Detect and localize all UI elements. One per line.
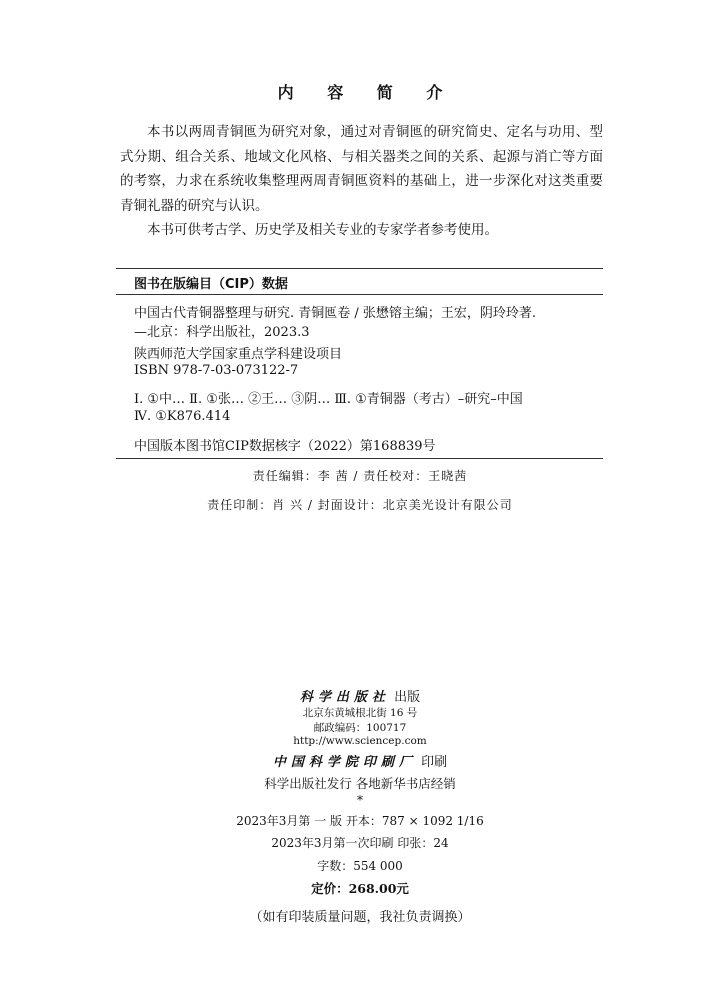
publisher-line xyxy=(0,686,720,705)
publisher-postcode: 邮政编码：100717 xyxy=(313,722,407,734)
cip-line: Ⅳ. ①K876.414 xyxy=(134,409,231,424)
cip-line: 中国版本图书馆CIP数据核字（2022）第168839号 xyxy=(134,439,436,454)
word-count: 字数：554 000 xyxy=(317,859,403,873)
publisher-name: 科学出版社 xyxy=(299,690,390,705)
cip-line: 陕西师范大学国家重点学科建设项目 xyxy=(134,347,343,362)
publisher-suffix: 出版 xyxy=(394,690,421,705)
cip-line: Ⅰ. ①中… Ⅱ. ①张… ②王… ③阴… Ⅲ. ①青铜器（考古）–研究–中国 xyxy=(134,392,523,407)
edition-line: 2023年3月第 一 版 开本：787 × 1092 1/16 xyxy=(236,814,484,828)
divider xyxy=(116,294,603,295)
cip-line: —北京：科学出版社，2023.3 xyxy=(134,325,310,340)
printing-line: 2023年3月第一次印刷 印张：24 xyxy=(271,836,449,850)
intro-paragraph: 本书可供考古学、历史学及相关专业的专家学者参考使用。 xyxy=(147,222,498,238)
cip-line: ISBN 978-7-03-073122-7 xyxy=(134,363,299,378)
publisher-address: 北京东黄城根北街 16 号 xyxy=(302,707,418,719)
intro-section xyxy=(120,120,603,243)
cip-line: 中国古代青铜器整理与研究. 青铜匜卷 / 张懋镕主编；王宏，阴玲玲著. xyxy=(134,306,537,321)
intro-paragraph: 本书以两周青铜匜为研究对象，通过对青铜匜的研究简史、定名与功用、型式分期、组合关系、地域文化风格、与相关器类之间的关系、起源与消亡等方面的考察，力求在系统收集整理两周青铜匜资料的基础上，进一步深化对这类重要青铜礼器的研究与认识。 xyxy=(120,124,603,214)
publisher-url: http://www.sciencep.com xyxy=(293,735,427,747)
credits-line: 责任印制：肖 兴 / 封面设计：北京美光设计有限公司 xyxy=(207,498,513,512)
distribution-line: 科学出版社发行 各地新华书店经销 xyxy=(264,776,456,791)
price: 定价：268.00元 xyxy=(311,881,409,896)
page-title: 内 容 简 介 xyxy=(277,83,457,102)
credits-line: 责任编辑：李 茜 / 责任校对：王晓茜 xyxy=(252,469,468,483)
divider xyxy=(116,268,603,269)
separator-star: * xyxy=(357,793,363,807)
cip-heading: 图书在版编目（CIP）数据 xyxy=(134,277,288,292)
printer-line xyxy=(0,751,720,770)
printer-suffix: 印刷 xyxy=(421,755,448,770)
quality-notice: （如有印装质量问题，我社负责调换） xyxy=(249,910,471,925)
printer-name: 中国科学院印刷厂 xyxy=(272,755,417,770)
divider xyxy=(116,458,603,459)
